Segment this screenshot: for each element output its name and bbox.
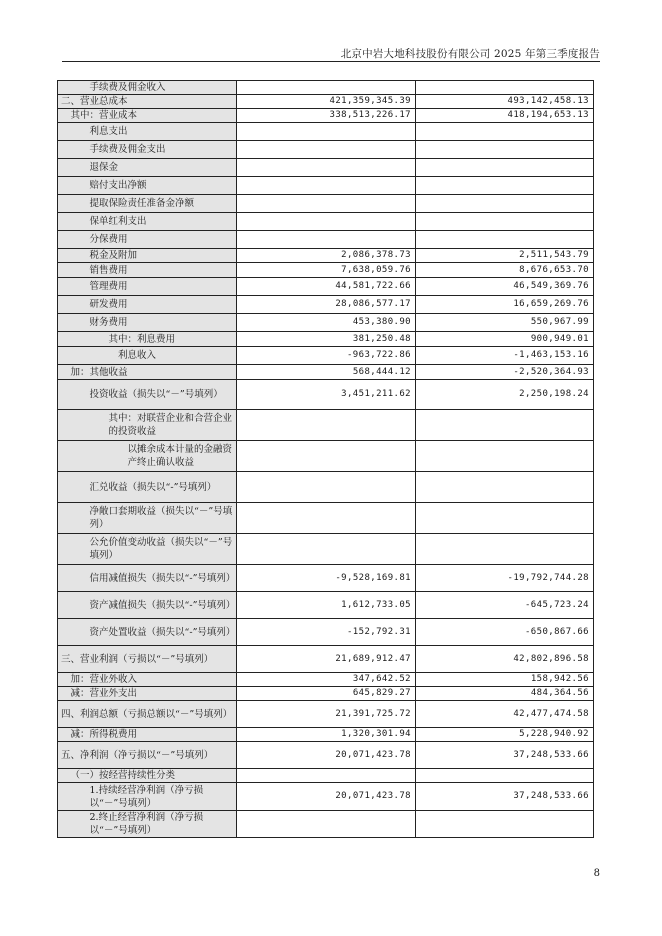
row-label: 以摊余成本计量的金融资产终止确认收益 — [58, 441, 237, 472]
row-label: 五、净利润（净亏损以“－”号填列） — [58, 742, 237, 769]
table-row — [58, 811, 594, 838]
prior-period-value: -1,463,153.16 — [416, 347, 594, 365]
table-row — [58, 534, 594, 565]
table-row — [58, 347, 594, 365]
table-row — [58, 123, 594, 141]
row-label: 销售费用 — [58, 263, 237, 278]
current-period-value: 20,071,423.78 — [237, 783, 416, 811]
row-label: 税金及附加 — [58, 249, 237, 263]
prior-period-value: 46,549,369.76 — [416, 278, 594, 296]
report-header: 北京中岩大地科技股份有限公司 2025 年第三季度报告 — [340, 48, 600, 60]
prior-period-value: -645,723.24 — [416, 592, 594, 619]
current-period-value: 347,642.52 — [237, 673, 416, 687]
header-divider — [62, 61, 600, 62]
prior-period-value — [416, 534, 594, 565]
prior-period-value — [416, 213, 594, 231]
table-row — [58, 565, 594, 592]
table-row — [58, 701, 594, 728]
row-label: 手续费及佣金收入 — [58, 81, 237, 95]
prior-period-value: 2,511,543.79 — [416, 249, 594, 263]
table-row — [58, 503, 594, 534]
prior-period-value — [416, 472, 594, 503]
table-row — [58, 769, 594, 783]
current-period-value — [237, 177, 416, 195]
current-period-value — [237, 472, 416, 503]
current-period-value — [237, 441, 416, 472]
table-row — [58, 314, 594, 332]
table-row — [58, 159, 594, 177]
table-row — [58, 177, 594, 195]
prior-period-value: 484,364.56 — [416, 687, 594, 701]
table-row — [58, 195, 594, 213]
current-period-value: -9,528,169.81 — [237, 565, 416, 592]
current-period-value — [237, 811, 416, 838]
current-period-value: 21,689,912.47 — [237, 646, 416, 673]
prior-period-value: 5,228,940.92 — [416, 728, 594, 742]
row-label: 减：营业外支出 — [58, 687, 237, 701]
prior-period-value: 37,248,533.66 — [416, 742, 594, 769]
row-label: 提取保险责任准备金净额 — [58, 195, 237, 213]
prior-period-value — [416, 811, 594, 838]
prior-period-value: 418,194,653.13 — [416, 109, 594, 123]
current-period-value: 21,391,725.72 — [237, 701, 416, 728]
table-row — [58, 441, 594, 472]
current-period-value: 28,086,577.17 — [237, 296, 416, 314]
row-label: 减：所得税费用 — [58, 728, 237, 742]
row-label: 财务费用 — [58, 314, 237, 332]
current-period-value — [237, 769, 416, 783]
row-label: 利息支出 — [58, 123, 237, 141]
prior-period-value — [416, 410, 594, 441]
table-row — [58, 592, 594, 619]
current-period-value: 7,638,059.76 — [237, 263, 416, 278]
table-row — [58, 619, 594, 646]
prior-period-value — [416, 503, 594, 534]
prior-period-value — [416, 195, 594, 213]
table-row — [58, 380, 594, 410]
table-row — [58, 109, 594, 123]
table-row — [58, 728, 594, 742]
page-number: 8 — [593, 868, 600, 879]
row-label: 分保费用 — [58, 231, 237, 249]
current-period-value: 1,320,301.94 — [237, 728, 416, 742]
row-label: 退保金 — [58, 159, 237, 177]
table-row — [58, 231, 594, 249]
current-period-value: -963,722.86 — [237, 347, 416, 365]
prior-period-value: -650,867.66 — [416, 619, 594, 646]
current-period-value — [237, 231, 416, 249]
prior-period-value — [416, 177, 594, 195]
current-period-value: -152,792.31 — [237, 619, 416, 646]
row-label: 1.持续经营净利润（净亏损以“－”号填列） — [58, 783, 237, 811]
row-label: 三、营业利润（亏损以“－”号填列） — [58, 646, 237, 673]
table-row — [58, 95, 594, 109]
row-label: 资产处置收益（损失以“-”号填列） — [58, 619, 237, 646]
table-row — [58, 783, 594, 811]
current-period-value: 20,071,423.78 — [237, 742, 416, 769]
prior-period-value — [416, 159, 594, 177]
prior-period-value: -19,792,744.28 — [416, 565, 594, 592]
table-row — [58, 673, 594, 687]
current-period-value — [237, 503, 416, 534]
table-row — [58, 332, 594, 347]
prior-period-value — [416, 81, 594, 95]
row-label: 2.终止经营净利润（净亏损以“－”号填列） — [58, 811, 237, 838]
prior-period-value: 16,659,269.76 — [416, 296, 594, 314]
row-label: 其中：利息费用 — [58, 332, 237, 347]
table-row — [58, 141, 594, 159]
prior-period-value — [416, 769, 594, 783]
current-period-value — [237, 159, 416, 177]
prior-period-value: 42,802,896.58 — [416, 646, 594, 673]
table-row — [58, 410, 594, 441]
current-period-value: 381,250.48 — [237, 332, 416, 347]
row-label: 管理费用 — [58, 278, 237, 296]
prior-period-value — [416, 123, 594, 141]
current-period-value: 645,829.27 — [237, 687, 416, 701]
table-row — [58, 278, 594, 296]
row-label: 汇兑收益（损失以“-”号填列） — [58, 472, 237, 503]
table-row — [58, 742, 594, 769]
current-period-value — [237, 123, 416, 141]
table-row — [58, 365, 594, 380]
prior-period-value: 42,477,474.58 — [416, 701, 594, 728]
table-row — [58, 263, 594, 278]
table-row — [58, 472, 594, 503]
row-label: 其中：营业成本 — [58, 109, 237, 123]
prior-period-value — [416, 231, 594, 249]
current-period-value — [237, 534, 416, 565]
current-period-value — [237, 410, 416, 441]
current-period-value: 44,581,722.66 — [237, 278, 416, 296]
row-label: 公允价值变动收益（损失以“－”号填列） — [58, 534, 237, 565]
prior-period-value: 900,949.01 — [416, 332, 594, 347]
current-period-value: 3,451,211.62 — [237, 380, 416, 410]
current-period-value: 2,086,378.73 — [237, 249, 416, 263]
table-row — [58, 646, 594, 673]
row-label: 信用减值损失（损失以“-”号填列） — [58, 565, 237, 592]
current-period-value: 338,513,226.17 — [237, 109, 416, 123]
row-label: 加：其他收益 — [58, 365, 237, 380]
current-period-value: 453,380.90 — [237, 314, 416, 332]
current-period-value: 1,612,733.05 — [237, 592, 416, 619]
table-row — [58, 213, 594, 231]
table-row — [58, 687, 594, 701]
current-period-value — [237, 141, 416, 159]
current-period-value: 568,444.12 — [237, 365, 416, 380]
row-label: 手续费及佣金支出 — [58, 141, 237, 159]
current-period-value — [237, 81, 416, 95]
row-label: 投资收益（损失以“－”号填列） — [58, 380, 237, 410]
row-label: 四、利润总额（亏损总额以“－”号填列） — [58, 701, 237, 728]
row-label: 资产减值损失（损失以“-”号填列） — [58, 592, 237, 619]
row-label: 赔付支出净额 — [58, 177, 237, 195]
prior-period-value: -2,520,364.93 — [416, 365, 594, 380]
prior-period-value: 2,250,198.24 — [416, 380, 594, 410]
prior-period-value — [416, 441, 594, 472]
row-label: 净敞口套期收益（损失以“－”号填列） — [58, 503, 237, 534]
prior-period-value — [416, 141, 594, 159]
prior-period-value: 493,142,458.13 — [416, 95, 594, 109]
income-statement-table — [57, 80, 594, 838]
table-row — [58, 81, 594, 95]
current-period-value: 421,359,345.39 — [237, 95, 416, 109]
row-label: 加：营业外收入 — [58, 673, 237, 687]
row-label: 其中：对联营企业和合营企业的投资收益 — [58, 410, 237, 441]
table-row — [58, 249, 594, 263]
table-row — [58, 296, 594, 314]
row-label: 保单红利支出 — [58, 213, 237, 231]
row-label: （一）按经营持续性分类 — [58, 769, 237, 783]
prior-period-value: 8,676,653.70 — [416, 263, 594, 278]
prior-period-value: 37,248,533.66 — [416, 783, 594, 811]
row-label: 利息收入 — [58, 347, 237, 365]
prior-period-value: 158,942.56 — [416, 673, 594, 687]
current-period-value — [237, 195, 416, 213]
current-period-value — [237, 213, 416, 231]
row-label: 研发费用 — [58, 296, 237, 314]
prior-period-value: 550,967.99 — [416, 314, 594, 332]
row-label: 二、营业总成本 — [58, 95, 237, 109]
